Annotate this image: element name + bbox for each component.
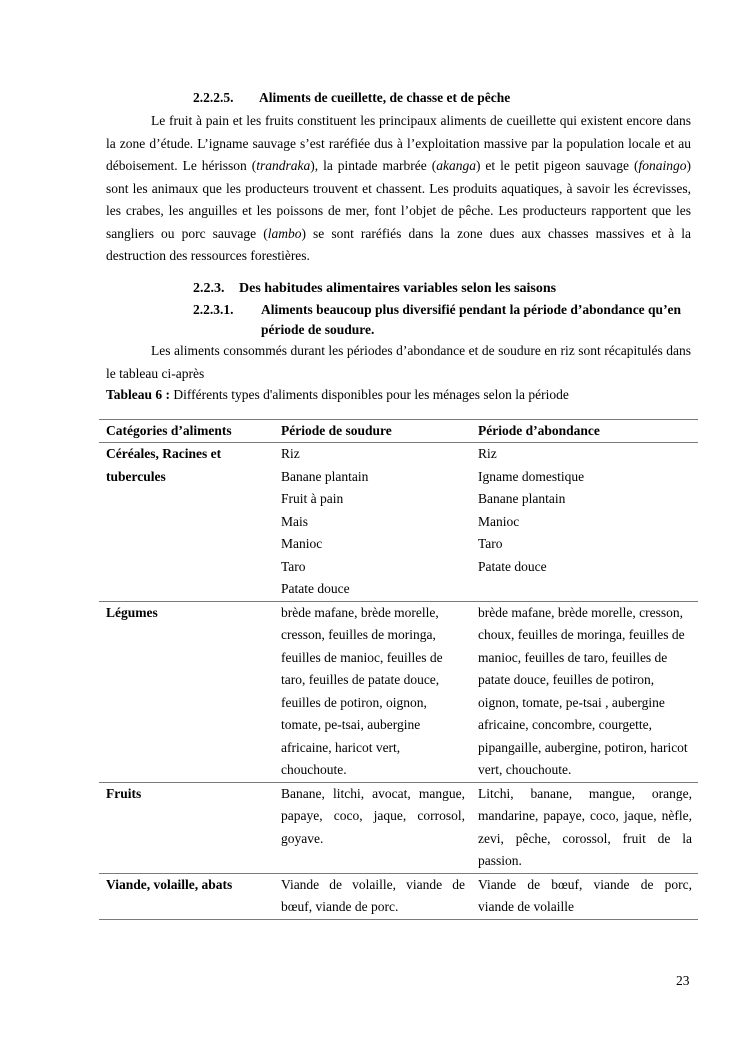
list-item: Taro	[478, 536, 503, 551]
text-segment: Le fruit à pain et les fruits constituent les principaux aliments de cueillette qui existent encore dans la zone d’étude. L’igname sauvage s’est raréfiée dus à l’exploitation massive par la population locale et au déboisement. Le hérisson (	[106, 113, 691, 173]
header-soudure: Période de soudure	[274, 420, 471, 443]
list-item: Riz	[478, 446, 497, 461]
soudure-cell	[274, 443, 471, 602]
paragraph-text	[106, 110, 691, 268]
abondance-cell	[471, 443, 698, 602]
header-categories: Catégories d’aliments	[99, 420, 274, 443]
list-item: Fruit à pain	[281, 491, 344, 506]
list-item: Taro	[281, 558, 306, 574]
list-item: Riz	[281, 446, 300, 461]
text-segment: ) et le petit pigeon sauvage (	[475, 158, 639, 173]
table-caption-text: Différents types d'aliments disponibles pour les ménages selon la période	[170, 387, 569, 402]
section-number: 2.2.3.	[193, 281, 225, 296]
list-item: Igname domestique	[478, 468, 585, 484]
category-cell: Fruits	[99, 782, 274, 873]
table-header-row	[99, 420, 698, 443]
paragraph-cueillette	[106, 110, 691, 268]
list-item: Manioc	[281, 536, 323, 551]
soudure-cell: Viande de volaille, viande de bœuf, viande de porc.	[274, 873, 471, 919]
abondance-cell: Viande de bœuf, viande de porc, viande de volaille	[471, 873, 698, 919]
table-row	[99, 873, 698, 919]
section-number: 2.2.2.5.	[193, 90, 234, 105]
header-abondance: Période d’abondance	[471, 420, 698, 443]
italic-term: akanga	[436, 158, 476, 173]
list-item: Mais	[281, 513, 308, 529]
abondance-cell: Litchi, banane, mangue, orange, mandarine, papaye, coco, jaque, nèfle, zevi, pêche, corossol, fruit de la passion.	[471, 782, 698, 873]
section-title: Aliments de cueillette, de chasse et de pêche	[259, 90, 511, 105]
section-title: Des habitudes alimentaires variables selon les saisons	[239, 281, 557, 296]
section-heading-2-2-2-5	[193, 90, 510, 106]
category-cell: Légumes	[99, 601, 274, 782]
table-caption-label: Tableau 6 :	[106, 387, 171, 402]
table-row	[99, 782, 698, 873]
category-cell: Céréales, Racines et tubercules	[99, 443, 274, 602]
table-row	[99, 443, 698, 602]
list-item: Banane plantain	[281, 468, 369, 484]
paragraph-text: Les aliments consommés durant les périodes d’abondance et de soudure en riz sont récapitulés dans le tableau ci-après	[106, 343, 691, 381]
list-item: Patate douce	[478, 558, 547, 574]
soudure-cell: brède mafane, brède morelle, cresson, feuilles de moringa, feuilles de manioc, feuilles de taro, feuilles de patate douce, feuilles de potiron, oignon, tomate, pe-tsai, aubergine africaine, haricot vert, chouchoute.	[274, 601, 471, 782]
text-segment: ) se sont raréfiés dans la zone dues aux chasses massives et à la destruction des ressources forestières.	[106, 225, 692, 263]
category-cell: Viande, volaille, abats	[99, 873, 274, 919]
soudure-cell: Banane, litchi, avocat, mangue, papaye, coco, jaque, corrosol, goyave.	[274, 782, 471, 873]
page-number: 23	[676, 973, 690, 988]
italic-term: fonaingo	[638, 158, 687, 173]
section-number: 2.2.3.1.	[193, 302, 234, 317]
text-segment: ), la pintade marbrée (	[310, 158, 437, 173]
section-heading-2-2-3	[193, 281, 556, 297]
list-item: Banane plantain	[478, 491, 566, 506]
italic-term: lambo	[267, 225, 302, 241]
list-item: Patate douce	[281, 581, 350, 596]
table-caption	[106, 387, 569, 403]
italic-term: trandraka	[256, 158, 311, 173]
section-title: Aliments beaucoup plus diversifié pendant la période d’abondance qu’en période de soudure.	[261, 302, 682, 337]
text-segment: ) sont les animaux que les producteurs trouvent et chassent. Les produits aquatiques, à savoir les écrevisses, les crabes, les anguilles et les poissons de mer, font l’objet de pêche. Les producteurs rapportent que les sangliers ou porc sauvage (	[106, 158, 691, 241]
table-row	[99, 601, 698, 782]
food-table	[99, 419, 698, 920]
list-item: Manioc	[478, 513, 520, 529]
abondance-cell: brède mafane, brède morelle, cresson, choux, feuilles de moringa, feuilles de manioc, feuilles de taro, feuilles de patate douce, feuilles de potiron, oignon, tomate, pe-tsai , aubergine africaine, concombre, courgette, pipangaille, aubergine, potiron, haricot vert, chouchoute.	[471, 601, 698, 782]
paragraph-aliments	[106, 340, 691, 385]
